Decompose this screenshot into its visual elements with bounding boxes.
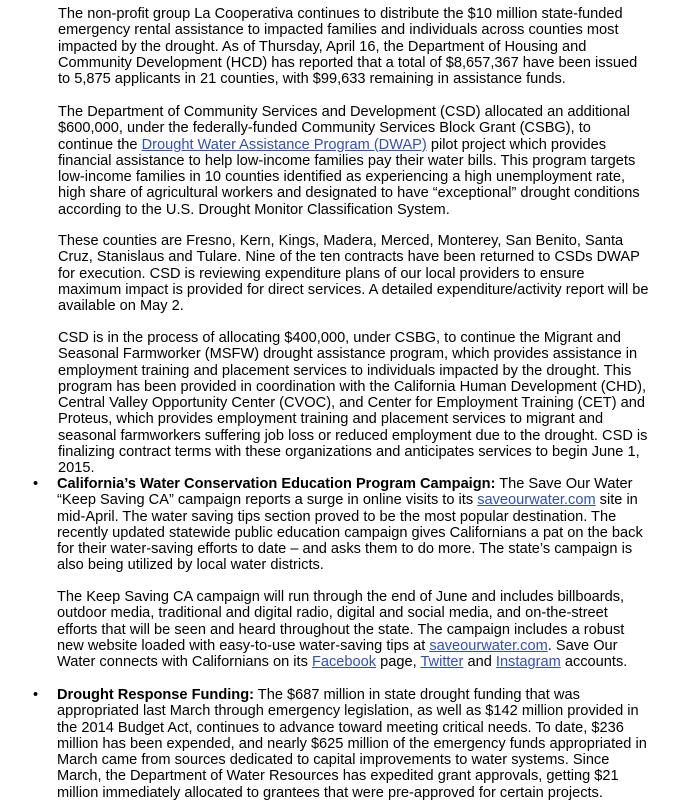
keep-saving-text: . Save Our Water connects with Californians on its xyxy=(57,637,618,671)
bullet-text: The Save Our Water “Keep Saving CA” campaign reports a surge in online visits to its xyxy=(57,476,633,509)
saveourwater-link[interactable]: saveourwater.com xyxy=(477,492,596,509)
bullet-heading: California’s Water Conservation Education Program Campaign: xyxy=(57,476,496,492)
twitter-link[interactable]: Twitter xyxy=(420,654,464,671)
bullet-drought-response-funding xyxy=(57,687,649,801)
instagram-link[interactable]: Instagram xyxy=(495,654,561,671)
paragraph-msfw: CSD is in the process of allocating $400,000, under CSBG, to continue the Migrant and Seasonal Farmworker (MSFW) drought assistance program, which provides assistance in employment training and placement services to individuals impacted by the drought. This program has been provided in coordination with the California Human Development (CHD), Central Valley Opportunity Center (CVOC), and Center for Employment Training (CET) and Proteus, which provides employment training and placement services to migrant and seasonal farmworkers suffering job loss or reduced employment due to the drought. CSD is finalizing contract terms with these organizations and anticipates services to begin June 1, 2015. xyxy=(58,330,648,477)
dwap-text-before: The Department of Community Services and Development (CSD) allocated an additional $600,000, under the federally-funded Community Services Block Grant (CSBG), to continue the xyxy=(58,104,630,153)
bullet-text: The $687 million in state drought funding that was appropriated last March through emergency legislation, as well as $142 million provided in the 2014 Budget Act, continues to advance toward meeting critical needs. To date, $236 million has been expended, and nearly $625 million of the emergency funds appropriated in March came from sources dedicated to capital improvements to water systems. Since March, the Department of Water Resources has expedited grant approvals, getting $21 million immediately allocated to grantees that were pre-approved for certain projects. xyxy=(57,687,647,801)
keep-saving-text: page, xyxy=(376,654,421,671)
keep-saving-text: accounts. xyxy=(560,654,628,671)
keep-saving-text: The Keep Saving CA campaign will run through the end of June and includes billboards, outdoor media, traditional and digital radio, digital and social media, and on-the-street efforts that will be seen and heard throughout the state. The campaign includes a robust new website loaded with easy-to-use water-saving tips at xyxy=(57,589,625,654)
paragraph-emergency-rental: The non-profit group La Cooperativa continues to distribute the $10 million state-funded emergency rental assistance to impacted families and individuals across counties most impacted by the drought. As of Thursday, April 16, the Department of Housing and Community Development (HCD) has reported that a total of $8,657,367 have been issued to 5,875 applicants in 21 counties, with $99,633 remaining in assistance funds. xyxy=(58,6,638,88)
dwap-text-after: pilot project which provides financial assistance to help low-income families pay their water bills. This program targets low-income families in 10 counties identified as experiencing a high unemployment rate, high share of agricultural workers and designated to have “exceptional” drought conditions according to the U.S. Drought Monitor Classification System. xyxy=(58,136,640,218)
bullet-text: site in mid-April. The water saving tips section proved to be the most popular destination. The recently updated statewide public education campaign gives Californians a pat on the back for their water-saving efforts to date – and asks them to do more. The state’s campaign is also being utilized by local water districts. xyxy=(57,492,643,574)
paragraph-counties: These counties are Fresno, Kern, Kings, Madera, Merced, Monterey, San Benito, Santa Cruz, Stanislaus and Tulare. Nine of the ten contracts have been returned to CSDs DWAP for execution. CSD is reviewing expenditure plans of our local providers to ensure maximum impact is provided for direct services. A detailed expenditure/activity report will be available on May 2. xyxy=(58,233,649,315)
paragraph-dwap xyxy=(58,104,650,218)
dwap-link[interactable]: Drought Water Assistance Program (DWAP) xyxy=(141,136,427,153)
bullet-water-conservation xyxy=(57,476,649,574)
bullet-marker: • xyxy=(33,476,39,492)
paragraph-keep-saving-ca xyxy=(57,589,649,670)
bullet-heading: Drought Response Funding: xyxy=(57,687,254,703)
keep-saving-text: and xyxy=(463,654,496,671)
bullet-marker: • xyxy=(33,687,39,703)
saveourwater-link[interactable]: saveourwater.com xyxy=(429,637,548,654)
facebook-link[interactable]: Facebook xyxy=(311,654,377,671)
